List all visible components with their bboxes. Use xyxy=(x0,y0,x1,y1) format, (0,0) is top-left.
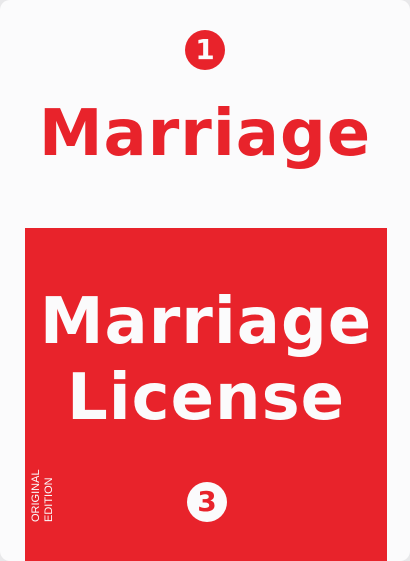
edition-line1: ORIGINAL xyxy=(30,469,42,522)
panel-title-line2: License xyxy=(66,361,346,435)
edition-label xyxy=(30,462,60,522)
bottom-number: 3 xyxy=(197,485,217,518)
top-number: 1 xyxy=(195,33,215,66)
edition-line2: EDITION xyxy=(43,477,55,522)
top-number-badge xyxy=(185,30,225,70)
card-title: Marriage xyxy=(38,97,372,171)
bottom-number-badge xyxy=(187,482,227,522)
panel-title-line1: Marriage xyxy=(39,285,373,359)
